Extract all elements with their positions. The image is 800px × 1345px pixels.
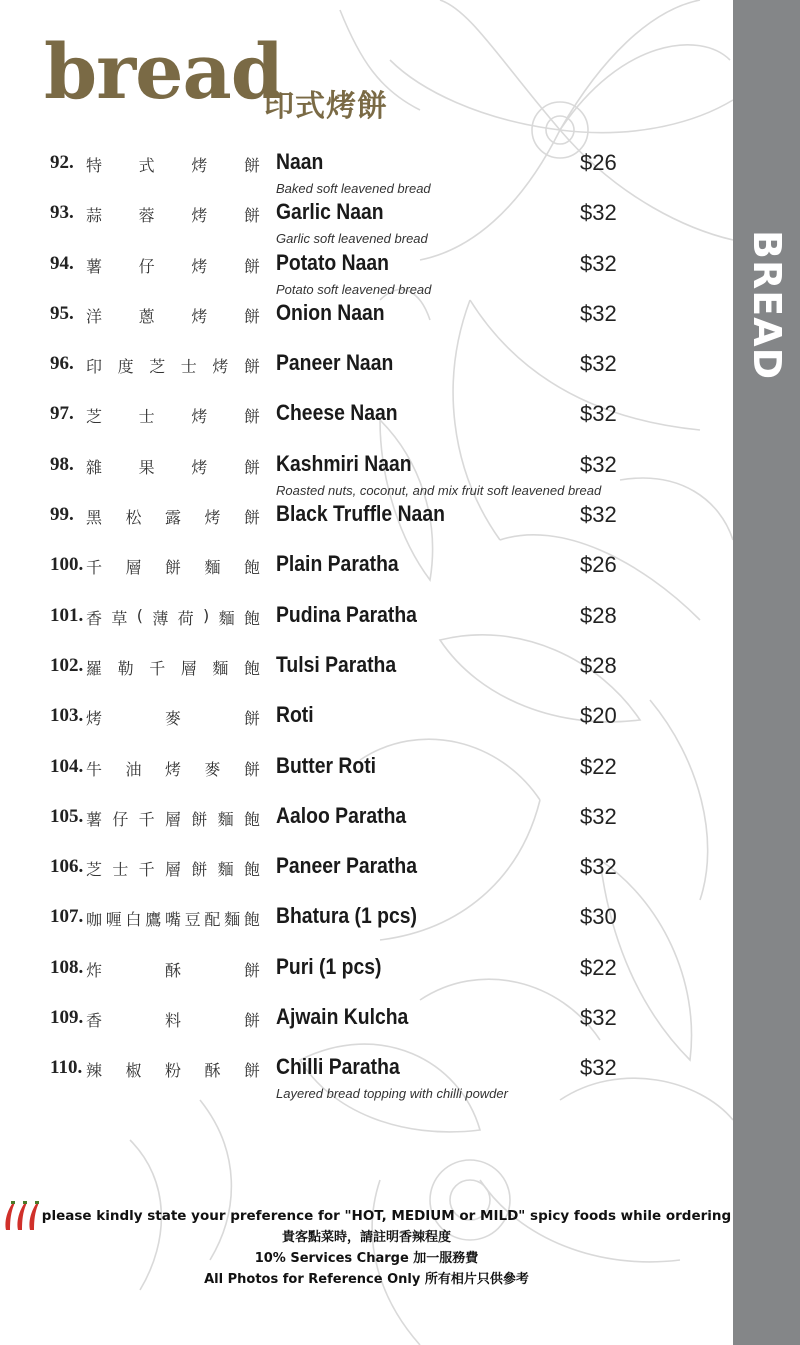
item-description: Roasted nuts, coconut, and mix fruit soft leavened bread — [276, 482, 602, 498]
chinese-char: 蔥 — [138, 306, 155, 326]
item-price: $20 — [580, 703, 617, 729]
chinese-char: 餅 — [243, 709, 260, 729]
chinese-char: 蒜 — [86, 206, 103, 226]
chinese-char: 士 — [138, 407, 155, 427]
chinese-char: 飽 — [243, 910, 260, 930]
chinese-char: 薯 — [86, 256, 103, 276]
chinese-char: 層 — [164, 860, 181, 880]
chinese-char: 喱 — [105, 910, 122, 930]
item-name: Naan — [276, 149, 324, 174]
item-price: $32 — [580, 300, 617, 326]
menu-item — [0, 498, 733, 548]
footer-notes — [0, 1208, 733, 1287]
chinese-char: 露 — [164, 508, 181, 528]
chinese-char: 配 — [204, 910, 221, 930]
item-number: 106. — [50, 856, 84, 878]
item-name-chinese — [86, 455, 260, 478]
item-name-chinese — [86, 555, 260, 578]
chinese-char: 度 — [117, 357, 134, 377]
chinese-char: 香 — [86, 608, 103, 628]
chinese-char: 仔 — [112, 809, 129, 829]
chinese-char: 士 — [112, 860, 129, 880]
chinese-char: 油 — [125, 759, 142, 779]
chinese-char: 層 — [125, 558, 142, 578]
item-price: $32 — [580, 401, 617, 427]
item-number: 100. — [50, 554, 84, 576]
chinese-char: 烤 — [191, 306, 208, 326]
spicy-preference-note: please kindly state your preference for "HOT, MEDIUM or MILD" spicy foods while ordering — [41, 1208, 732, 1224]
chinese-char: 烤 — [86, 709, 103, 729]
item-name-chinese — [86, 153, 260, 176]
chinese-char: 麵 — [212, 658, 229, 678]
item-price: $26 — [580, 552, 617, 578]
chinese-char: 麵 — [217, 860, 234, 880]
menu-item — [0, 1051, 733, 1101]
chinese-char: 芝 — [86, 407, 103, 427]
item-name: Butter Roti — [276, 752, 377, 778]
chinese-char: 飽 — [243, 860, 260, 880]
item-name: Ajwain Kulcha — [276, 1004, 409, 1030]
chinese-char: 仔 — [138, 256, 155, 276]
chinese-char: 薯 — [86, 809, 103, 829]
chinese-char: 餅 — [243, 306, 260, 326]
chinese-char: 千 — [86, 558, 103, 578]
menu-item — [0, 850, 733, 900]
chinese-char: 嘴 — [164, 910, 181, 930]
item-name: Potato Naan — [276, 249, 389, 275]
item-name-chinese — [86, 505, 260, 528]
chinese-char: 飽 — [243, 608, 260, 628]
item-price: $22 — [580, 753, 617, 779]
chinese-char: 香 — [86, 1011, 103, 1031]
menu-item — [0, 649, 733, 699]
item-number: 94. — [50, 252, 74, 274]
chinese-char: 酥 — [204, 1061, 221, 1081]
menu-item — [0, 548, 733, 598]
item-name: Aaloo Paratha — [276, 802, 407, 828]
item-name: Black Truffle Naan — [276, 501, 445, 527]
chinese-char: 烤 — [191, 156, 208, 175]
chinese-char: ( — [136, 605, 143, 625]
spicy-preference-note-chinese: 貴客點菜時，請註明香辣程度 — [281, 1230, 451, 1245]
chinese-char: 果 — [138, 457, 155, 477]
chinese-char: 餅 — [191, 860, 208, 880]
chinese-char: 烤 — [191, 407, 208, 427]
menu-item — [0, 750, 733, 800]
item-name: Puri (1 pcs) — [276, 953, 382, 979]
item-name: Pudina Paratha — [276, 601, 417, 627]
item-price: $32 — [580, 250, 617, 276]
chinese-char: 粉 — [164, 1061, 181, 1081]
chinese-char: 黑 — [86, 508, 103, 528]
item-price: $26 — [580, 150, 617, 175]
chinese-char: 雜 — [86, 457, 103, 477]
item-name-chinese — [86, 304, 260, 327]
chinese-char: 草 — [111, 608, 128, 628]
chinese-char: 辣 — [86, 1061, 103, 1081]
item-price: $32 — [580, 1055, 617, 1081]
item-price: $32 — [580, 502, 617, 528]
item-name: Onion Naan — [276, 299, 385, 325]
chinese-char: 餅 — [243, 759, 260, 779]
item-price: $28 — [580, 602, 617, 628]
item-name-chinese — [86, 757, 260, 780]
chinese-char: 餅 — [191, 809, 208, 829]
menu-item — [0, 397, 733, 447]
chinese-char: 料 — [164, 1011, 181, 1031]
item-name-chinese — [86, 354, 260, 377]
chinese-char: 烤 — [164, 759, 181, 779]
menu-item — [0, 146, 733, 196]
menu-item — [0, 900, 733, 950]
chinese-char: 烤 — [191, 256, 208, 276]
item-description: Layered bread topping with chilli powder — [276, 1086, 508, 1102]
menu-item — [0, 1001, 733, 1051]
chinese-char: 餅 — [243, 960, 260, 980]
item-price: $32 — [580, 854, 617, 880]
menu-item — [0, 800, 733, 850]
item-number: 105. — [50, 805, 84, 827]
chinese-char: 鷹 — [145, 910, 162, 930]
chinese-char: 餅 — [243, 1061, 260, 1081]
item-name-chinese — [86, 404, 260, 427]
chinese-char: 蓉 — [138, 206, 155, 226]
chinese-char: 餅 — [243, 407, 260, 427]
item-name-chinese — [86, 254, 260, 277]
item-number: 107. — [50, 906, 84, 928]
menu-item — [0, 448, 733, 498]
menu-item — [0, 699, 733, 749]
item-number: 104. — [50, 755, 84, 777]
item-name-chinese — [86, 1058, 260, 1081]
menu-item — [0, 951, 733, 1001]
menu-item — [0, 297, 733, 347]
chinese-char: 酥 — [164, 960, 181, 980]
item-name: Plain Paratha — [276, 551, 399, 577]
item-name: Kashmiri Naan — [276, 450, 412, 476]
chinese-char: 飽 — [243, 558, 260, 578]
item-name: Paneer Naan — [276, 350, 394, 376]
item-number: 95. — [50, 302, 74, 324]
photo-disclaimer: All Photos for Reference Only 所有相片只供參考 — [204, 1272, 529, 1287]
item-name-chinese — [86, 857, 260, 880]
chinese-char: 千 — [138, 809, 155, 829]
chinese-char: 松 — [125, 508, 142, 528]
chinese-char: 餅 — [243, 206, 260, 226]
chinese-char: 千 — [149, 658, 166, 678]
item-name: Garlic Naan — [276, 199, 384, 225]
item-name: Chilli Paratha — [276, 1054, 400, 1080]
menu-list — [0, 146, 733, 1102]
chinese-char: 千 — [138, 860, 155, 880]
chinese-char: 麵 — [217, 809, 234, 829]
item-name: Cheese Naan — [276, 400, 398, 426]
item-name: Tulsi Paratha — [276, 651, 397, 677]
item-name-chinese — [86, 203, 260, 226]
chinese-char: 白 — [125, 910, 142, 930]
chinese-char: 餅 — [243, 1011, 260, 1031]
item-number: 96. — [50, 353, 74, 375]
chinese-char: 餅 — [243, 156, 260, 175]
item-price: $32 — [580, 451, 617, 477]
menu-item — [0, 247, 733, 297]
item-number: 92. — [50, 152, 74, 173]
chinese-char: 勒 — [117, 658, 134, 678]
chinese-char: 飽 — [243, 809, 260, 829]
chinese-char: 餅 — [243, 256, 260, 276]
item-price: $30 — [580, 904, 617, 930]
item-name: Roti — [276, 702, 314, 728]
chinese-char: 餅 — [243, 508, 260, 528]
page-title: bread — [44, 27, 283, 116]
chinese-char: 特 — [86, 156, 103, 175]
item-name-chinese — [86, 606, 260, 629]
side-tab-label: BREAD — [744, 230, 789, 381]
menu-item — [0, 347, 733, 397]
chinese-char: 椒 — [125, 1061, 142, 1081]
chinese-char: 餅 — [243, 357, 260, 377]
chinese-char: 士 — [180, 357, 197, 377]
item-name-chinese — [86, 1008, 260, 1031]
item-number: 108. — [50, 956, 84, 978]
chinese-char: 芝 — [149, 357, 166, 377]
chinese-char: 炸 — [86, 960, 103, 980]
item-price: $28 — [580, 652, 617, 678]
chinese-char: 麵 — [224, 910, 241, 930]
chinese-char: ) — [203, 605, 210, 625]
chinese-char: 餅 — [243, 457, 260, 477]
chinese-char: 洋 — [86, 306, 103, 326]
chinese-char: 豆 — [184, 910, 201, 930]
item-name-chinese — [86, 807, 260, 830]
chinese-char: 薄 — [152, 608, 169, 628]
item-description: Potato soft leavened bread — [276, 281, 432, 297]
item-name-chinese — [86, 706, 260, 729]
chinese-char: 層 — [164, 809, 181, 829]
item-number: 93. — [50, 202, 74, 224]
chinese-char: 層 — [180, 658, 197, 678]
item-number: 103. — [50, 705, 84, 727]
service-charge-note: 10% Services Charge 加一服務費 — [254, 1251, 479, 1266]
page-title-chinese: 印式烤餅 — [264, 89, 388, 124]
item-name: Bhatura (1 pcs) — [276, 903, 417, 929]
item-name: Paneer Paratha — [276, 853, 417, 879]
item-number: 98. — [50, 453, 74, 475]
chinese-char: 印 — [86, 357, 103, 377]
chinese-char: 麵 — [218, 608, 235, 628]
item-price: $22 — [580, 954, 617, 980]
item-description: Garlic soft leavened bread — [276, 231, 428, 247]
item-number: 109. — [50, 1007, 84, 1029]
menu-item — [0, 599, 733, 649]
chinese-char: 荷 — [177, 608, 194, 628]
item-name-chinese — [86, 958, 260, 981]
chinese-char: 麵 — [204, 558, 221, 578]
chinese-char: 烤 — [191, 206, 208, 226]
chinese-char: 烤 — [204, 508, 221, 528]
chinese-char: 飽 — [243, 658, 260, 678]
chinese-char: 餅 — [164, 558, 181, 578]
chinese-char: 烤 — [191, 457, 208, 477]
item-price: $32 — [580, 200, 617, 226]
chinese-char: 咖 — [86, 910, 103, 930]
item-price: $32 — [580, 351, 617, 377]
item-number: 110. — [50, 1057, 83, 1079]
item-number: 101. — [50, 604, 84, 626]
chinese-char: 麥 — [164, 709, 181, 729]
item-number: 97. — [50, 403, 74, 425]
item-price: $32 — [580, 1005, 617, 1031]
item-number: 102. — [50, 654, 84, 676]
item-name-chinese — [86, 907, 260, 930]
item-description: Baked soft leavened bread — [276, 181, 431, 196]
side-tab — [733, 0, 800, 1345]
item-number: 99. — [50, 504, 74, 526]
chinese-char: 式 — [138, 156, 155, 175]
chinese-char: 牛 — [86, 759, 103, 779]
chinese-char: 烤 — [212, 357, 229, 377]
item-price: $32 — [580, 803, 617, 829]
chinese-char: 芝 — [86, 860, 103, 880]
item-name-chinese — [86, 656, 260, 679]
menu-item — [0, 196, 733, 246]
chinese-char: 羅 — [86, 658, 103, 678]
chinese-char: 麥 — [204, 759, 221, 779]
